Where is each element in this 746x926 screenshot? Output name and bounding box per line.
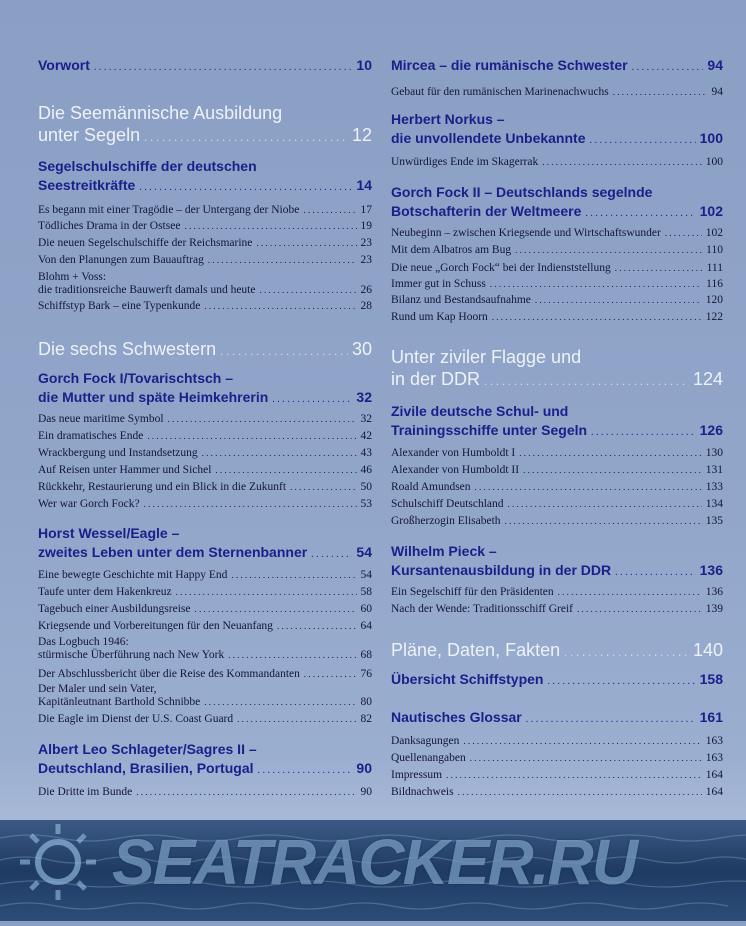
- toc-entry-part[interactable]: [391, 346, 723, 392]
- toc-entry-line: [391, 497, 723, 511]
- toc-entry-line: [38, 388, 372, 409]
- leader-dots: [632, 58, 704, 77]
- toc-entry-title: die Mutter und späte Heimkehrerin: [38, 389, 269, 405]
- toc-entry-page: 30: [351, 339, 372, 359]
- toc-entry-title-line: Gorch Fock II – Deutschlands segelnde: [391, 184, 653, 200]
- toc-entry-sub[interactable]: [38, 412, 372, 426]
- toc-entry-sub[interactable]: [391, 243, 723, 257]
- toc-entry-line: [38, 759, 372, 780]
- toc-entry-page: 90: [360, 786, 372, 798]
- toc-entry-title: Übersicht Schiffstypen: [391, 671, 544, 687]
- toc-entry-title: Schiffstyp Bark – eine Typenkunde: [38, 300, 201, 312]
- toc-entry-page: 136: [699, 562, 723, 578]
- toc-entry-line: [38, 585, 372, 599]
- leader-dots: [484, 370, 689, 392]
- toc-entry-line: [391, 480, 723, 494]
- toc-entry-page: 17: [360, 204, 372, 216]
- leader-dots: [184, 219, 356, 233]
- toc-entry-sub[interactable]: [38, 446, 372, 460]
- toc-entry-sub[interactable]: [391, 768, 723, 782]
- toc-entry-sub[interactable]: [38, 271, 372, 297]
- leader-dots: [613, 85, 708, 99]
- toc-entry-page: 163: [705, 735, 723, 747]
- toc-entry-title: Gebaut für den rumänischen Marinenachwuchs: [391, 86, 609, 98]
- toc-entry-page: 130: [705, 447, 723, 459]
- toc-entry-line: [391, 785, 723, 799]
- toc-entry-sub[interactable]: [391, 261, 723, 275]
- toc-entry-page: 80: [360, 696, 372, 708]
- leader-dots: [505, 514, 702, 528]
- leader-dots: [564, 641, 689, 663]
- toc-entry-page: 110: [706, 244, 723, 256]
- toc-entry-title-line: Horst Wessel/Eagle –: [38, 525, 180, 541]
- toc-entry-title-line: Segelschulschiffe der deutschen: [38, 158, 257, 174]
- toc-entry-line: [391, 261, 723, 275]
- toc-entry-line: [391, 243, 723, 257]
- toc-entry-title: Roald Amundsen: [391, 481, 471, 493]
- toc-entry-title-line: Herbert Norkus –: [391, 111, 505, 127]
- toc-entry-chap[interactable]: [391, 56, 723, 77]
- toc-entry-sub[interactable]: [38, 299, 372, 313]
- toc-entry-sub[interactable]: [391, 226, 723, 240]
- toc-entry-title: Neubeginn – zwischen Kriegsende und Wirtschaftswunder: [391, 227, 661, 239]
- toc-entry-title: zweites Leben unter dem Sternenbanner: [38, 544, 308, 560]
- toc-entry-sub[interactable]: [391, 585, 723, 599]
- toc-entry-page: 135: [705, 515, 723, 527]
- toc-entry-sub[interactable]: [38, 636, 372, 662]
- toc-entry-part[interactable]: [38, 338, 372, 362]
- toc-entry-title: Immer gut in Schuss: [391, 278, 486, 290]
- toc-entry-chap[interactable]: [391, 110, 723, 150]
- leader-dots: [577, 602, 702, 616]
- toc-entry-line: [391, 585, 723, 599]
- toc-entry-line: [38, 619, 372, 633]
- toc-entry-line: [391, 310, 723, 324]
- toc-entry-page: 32: [360, 413, 372, 425]
- toc-entry-page: 12: [351, 125, 372, 145]
- toc-entry-page: 94: [711, 86, 723, 98]
- toc-entry-title: Seestreitkräfte: [38, 177, 136, 193]
- toc-entry-chap[interactable]: [38, 157, 372, 197]
- toc-entry-page: 28: [360, 300, 372, 312]
- toc-entry-sub[interactable]: [38, 203, 372, 217]
- toc-entry-line: [38, 203, 372, 217]
- toc-entry-sub[interactable]: [38, 683, 372, 709]
- toc-entry-title: Alexander von Humboldt I: [391, 447, 516, 459]
- leader-dots: [272, 390, 352, 409]
- toc-entry-line: [391, 129, 723, 150]
- toc-entry-title: unter Segeln: [38, 125, 141, 145]
- toc-entry-line: [38, 480, 372, 494]
- toc-entry-title-line: Das Logbuch 1946:: [38, 636, 129, 648]
- leader-dots: [147, 429, 356, 443]
- toc-entry-line: [38, 667, 372, 681]
- toc-entry-line: [38, 712, 372, 726]
- toc-entry-sub[interactable]: [38, 236, 372, 250]
- toc-entry-page: 164: [705, 769, 723, 781]
- toc-entry-title: Tagebuch einer Ausbildungsreise: [38, 603, 191, 615]
- leader-dots: [176, 585, 357, 599]
- toc-entry-sub[interactable]: [391, 497, 723, 511]
- toc-entry-title: Nautisches Glossar: [391, 709, 522, 725]
- toc-entry-page: 54: [360, 569, 372, 581]
- toc-entry-title: Mircea – die rumänische Schwester: [391, 57, 628, 73]
- toc-entry-page: 90: [356, 760, 372, 776]
- toc-entry-title: Unwürdiges Ende im Skagerrak: [391, 156, 539, 168]
- toc-entry-title-line: Die Seemännische Ausbildung: [38, 103, 283, 123]
- toc-entry-line: [38, 338, 372, 362]
- toc-entry-line: [38, 543, 372, 564]
- toc-entry-page: 131: [705, 464, 723, 476]
- toc-entry-page: 124: [692, 369, 723, 389]
- toc-entry-line: [391, 85, 723, 99]
- toc-entry-line: [38, 176, 372, 197]
- toc-entry-page: 94: [707, 57, 723, 73]
- toc-entry-page: 58: [360, 586, 372, 598]
- toc-entry-page: 42: [360, 430, 372, 442]
- toc-entry-sub[interactable]: [38, 480, 372, 494]
- toc-entry-line: [38, 446, 372, 460]
- toc-entry-sub[interactable]: [391, 277, 723, 291]
- leader-dots: [615, 563, 696, 582]
- toc-entry-page: 60: [360, 603, 372, 615]
- toc-entry-page: 19: [360, 220, 372, 232]
- toc-entry-page: 82: [360, 713, 372, 725]
- toc-entry-title: Die sechs Schwestern: [38, 339, 217, 359]
- toc-entry-page: 136: [705, 586, 723, 598]
- toc-entry-line: [38, 648, 372, 662]
- toc-entry-page: 111: [706, 262, 723, 274]
- toc-entry-title: Trainingsschiffe unter Segeln: [391, 422, 588, 438]
- toc-entry-sub[interactable]: [38, 497, 372, 511]
- toc-entry-title: Ein dramatisches Ende: [38, 430, 144, 442]
- toc-entry-sub[interactable]: [391, 310, 723, 324]
- toc-entry-line: [391, 561, 723, 582]
- toc-entry-title: Bildnachweis: [391, 786, 454, 798]
- leader-dots: [228, 648, 356, 662]
- toc-entry-sub[interactable]: [391, 155, 723, 169]
- toc-entry-chap[interactable]: [38, 524, 372, 564]
- toc-entry-line: [391, 751, 723, 765]
- toc-entry-title: Vorwort: [38, 57, 90, 73]
- toc-entry-chap[interactable]: [38, 369, 372, 409]
- leader-dots: [508, 497, 702, 511]
- toc-entry-page: 64: [360, 620, 372, 632]
- leader-dots: [458, 785, 702, 799]
- toc-entry-page: 161: [699, 709, 723, 725]
- toc-entry-sub[interactable]: [391, 480, 723, 494]
- leader-dots: [139, 178, 352, 197]
- toc-entry-page: 100: [705, 156, 723, 168]
- toc-entry-page: 134: [705, 498, 723, 510]
- toc-entry-title-line: Zivile deutsche Schul- und: [391, 403, 569, 419]
- toc-entry-title-line: Gorch Fock I/Tovarischtsch –: [38, 370, 234, 386]
- toc-entry-title-line: Der Maler und sein Vater,: [38, 683, 157, 695]
- toc-entry-line: [391, 463, 723, 477]
- toc-entry-title: Impressum: [391, 769, 443, 781]
- leader-dots: [237, 712, 356, 726]
- toc-entry-sub[interactable]: [391, 446, 723, 460]
- toc-entry-chap[interactable]: [391, 708, 723, 729]
- toc-entry-line: [38, 463, 372, 477]
- toc-entry-sub[interactable]: [38, 619, 372, 633]
- toc-entry-chap[interactable]: [38, 56, 372, 77]
- leader-dots: [589, 131, 695, 150]
- leader-dots: [475, 480, 702, 494]
- leader-dots: [144, 126, 348, 148]
- leader-dots: [470, 751, 702, 765]
- toc-entry-chap[interactable]: [391, 542, 723, 582]
- toc-entry-sub[interactable]: [391, 293, 723, 307]
- toc-entry-line: [391, 734, 723, 748]
- toc-entry-line: [38, 602, 372, 616]
- toc-entry-title-line: Unter ziviler Flagge und: [391, 347, 582, 367]
- toc-entry-chap[interactable]: [391, 670, 723, 691]
- leader-dots: [259, 283, 356, 297]
- toc-entry-title: Von den Planungen zum Bauauftrag: [38, 254, 204, 266]
- leader-dots: [204, 299, 356, 313]
- toc-entry-sub[interactable]: [391, 602, 723, 616]
- toc-entry-line: [391, 602, 723, 616]
- leader-dots: [519, 446, 702, 460]
- toc-entry-title: Großherzogin Elisabeth: [391, 515, 501, 527]
- leader-dots: [168, 412, 357, 426]
- toc-entry-title: Taufe unter dem Hakenkreuz: [38, 586, 172, 598]
- toc-entry-sub[interactable]: [38, 463, 372, 477]
- leader-dots: [304, 667, 357, 681]
- toc-entry-title: Kriegsende und Vorbereitungen für den Neuanfang: [38, 620, 273, 632]
- leader-dots: [202, 446, 357, 460]
- leader-dots: [547, 672, 695, 691]
- toc-entry-line: [38, 568, 372, 582]
- toc-entry-line: [391, 670, 723, 691]
- toc-entry-page: 126: [699, 422, 723, 438]
- leader-dots: [303, 203, 356, 217]
- toc-entry-page: 163: [705, 752, 723, 764]
- toc-entry-title: Wer war Gorch Fock?: [38, 498, 140, 510]
- toc-entry-page: 100: [699, 130, 723, 146]
- toc-entry-line: [38, 219, 372, 233]
- toc-entry-sub[interactable]: [391, 514, 723, 528]
- toc-entry-title: Das neue maritime Symbol: [38, 413, 164, 425]
- toc-entry-sub[interactable]: [38, 712, 372, 726]
- toc-entry-title: Der Abschlussbericht über die Reise des Kommandanten: [38, 668, 300, 680]
- toc-entry-sub[interactable]: [391, 734, 723, 748]
- toc-entry-sub[interactable]: [391, 785, 723, 799]
- toc-entry-title: Die neue „Gorch Fock“ bei der Indienststellung: [391, 262, 611, 274]
- toc-entry-line: [391, 421, 723, 442]
- leader-dots: [446, 768, 702, 782]
- toc-entry-line: [391, 368, 723, 392]
- toc-entry-title: Ein Segelschiff für den Präsidenten: [391, 586, 554, 598]
- toc-entry-sub[interactable]: [38, 568, 372, 582]
- toc-entry-title: stürmische Überführung nach New York: [38, 649, 225, 661]
- toc-entry-page: 68: [360, 649, 372, 661]
- leader-dots: [258, 761, 353, 780]
- toc-entry-line: [38, 124, 372, 148]
- toc-entry-sub[interactable]: [391, 751, 723, 765]
- leader-dots: [523, 463, 702, 477]
- toc-entry-line: [38, 253, 372, 267]
- leader-dots: [231, 568, 356, 582]
- toc-entry-chap[interactable]: [38, 740, 372, 780]
- toc-entry-title: in der DDR: [391, 369, 481, 389]
- leader-dots: [256, 236, 356, 250]
- toc-entry-page: 139: [705, 603, 723, 615]
- toc-entry-page: 23: [360, 254, 372, 266]
- toc-entry-page: 102: [699, 203, 723, 219]
- toc-entry-line: [38, 283, 372, 297]
- toc-entry-line: [38, 695, 372, 709]
- toc-entry-page: 122: [705, 311, 723, 323]
- toc-entry-title: Bilanz und Bestandsaufnahme: [391, 294, 531, 306]
- leader-dots: [204, 695, 356, 709]
- leader-dots: [94, 58, 353, 77]
- leader-dots: [492, 310, 702, 324]
- leader-dots: [558, 585, 702, 599]
- toc-entry-title: Deutschland, Brasilien, Portugal: [38, 760, 254, 776]
- toc-entry-line: [391, 226, 723, 240]
- toc-entry-page: 23: [360, 237, 372, 249]
- toc-entry-page: 43: [360, 447, 372, 459]
- toc-entry-sub[interactable]: [391, 463, 723, 477]
- toc-entry-title: die unvollendete Unbekannte: [391, 130, 586, 146]
- toc-entry-title: Quellenangaben: [391, 752, 466, 764]
- leader-dots: [290, 480, 356, 494]
- toc-entry-line: [38, 785, 372, 799]
- toc-entry-title: Alexander von Humboldt II: [391, 464, 520, 476]
- toc-entry-line: [391, 56, 723, 77]
- toc-entry-page: 102: [705, 227, 723, 239]
- toc-entry-chap[interactable]: [391, 183, 723, 223]
- toc-entry-chap[interactable]: [391, 402, 723, 442]
- toc-entry-page: 116: [706, 278, 723, 290]
- toc-entry-title: Danksagungen: [391, 735, 460, 747]
- toc-entry-title: Schulschiff Deutschland: [391, 498, 504, 510]
- toc-entry-page: 140: [692, 640, 723, 660]
- toc-entry-page: 164: [705, 786, 723, 798]
- leader-dots: [585, 204, 695, 223]
- toc-entry-title-line: Blohm + Voss:: [38, 271, 107, 283]
- toc-entry-line: [391, 293, 723, 307]
- toc-entry-page: 133: [705, 481, 723, 493]
- toc-entry-page: 14: [356, 177, 372, 193]
- toc-entry-title-line: Albert Leo Schlageter/Sagres II –: [38, 741, 257, 757]
- leader-dots: [615, 261, 703, 275]
- toc-entry-title: Mit dem Albatros am Bug: [391, 244, 512, 256]
- toc-entry-line: [391, 202, 723, 223]
- toc-entry-page: 26: [360, 284, 372, 296]
- toc-entry-line: [38, 299, 372, 313]
- toc-entry-sub[interactable]: [391, 85, 723, 99]
- leader-dots: [220, 340, 348, 362]
- toc-entry-line: [38, 412, 372, 426]
- toc-entry-sub[interactable]: [38, 429, 372, 443]
- toc-entry-title: Nach der Wende: Traditionsschiff Greif: [391, 603, 573, 615]
- toc-entry-sub[interactable]: [38, 253, 372, 267]
- toc-entry-title: Die Dritte im Bunde: [38, 786, 133, 798]
- leader-dots: [208, 253, 357, 267]
- toc-entry-page: 54: [356, 544, 372, 560]
- toc-entry-title: Tödliches Drama in der Ostsee: [38, 220, 181, 232]
- toc-entry-part[interactable]: [391, 639, 723, 663]
- toc-entry-line: [38, 497, 372, 511]
- toc-entry-title-line: Wilhelm Pieck –: [391, 543, 497, 559]
- toc-entry-sub[interactable]: [38, 667, 372, 681]
- toc-entry-title: Kapitänleutnant Barthold Schnibbe: [38, 696, 201, 708]
- leader-dots: [463, 734, 701, 748]
- leader-dots: [665, 226, 702, 240]
- leader-dots: [490, 277, 702, 291]
- toc-entry-title: Pläne, Daten, Fakten: [391, 640, 561, 660]
- toc-entry-sub[interactable]: [38, 785, 372, 799]
- toc-entry-page: 46: [360, 464, 372, 476]
- toc-entry-title: Es begann mit einer Tragödie – der Untergang der Niobe: [38, 204, 300, 216]
- toc-entry-page: 50: [360, 481, 372, 493]
- leader-dots: [311, 545, 352, 564]
- toc-entry-line: [391, 708, 723, 729]
- leader-dots: [591, 423, 696, 442]
- toc-entry-part[interactable]: [38, 102, 372, 148]
- toc-entry-line: [391, 768, 723, 782]
- leader-dots: [535, 293, 702, 307]
- leader-dots: [526, 710, 696, 729]
- toc-entry-line: [38, 236, 372, 250]
- toc-entry-title: Wrackbergung und Instandsetzung: [38, 447, 198, 459]
- leader-dots: [277, 619, 357, 633]
- toc-entry-sub[interactable]: [38, 602, 372, 616]
- toc-entry-line: [391, 639, 723, 663]
- leader-dots: [542, 155, 702, 169]
- leader-dots: [144, 497, 357, 511]
- leader-dots: [136, 785, 356, 799]
- toc-entry-line: [38, 56, 372, 77]
- leader-dots: [515, 243, 702, 257]
- toc-entry-title: Botschafterin der Weltmeere: [391, 203, 582, 219]
- toc-entry-sub[interactable]: [38, 585, 372, 599]
- toc-entry-title: Die neuen Segelschulschiffe der Reichsmarine: [38, 237, 253, 249]
- toc-entry-sub[interactable]: [38, 219, 372, 233]
- toc-entry-title: Die Eagle im Dienst der U.S. Coast Guard: [38, 713, 234, 725]
- toc-entry-line: [391, 277, 723, 291]
- toc-entry-line: [391, 155, 723, 169]
- toc-entry-page: 120: [705, 294, 723, 306]
- leader-dots: [215, 463, 356, 477]
- toc-entry-page: 53: [360, 498, 372, 510]
- toc-entry-title: Eine bewegte Geschichte mit Happy End: [38, 569, 228, 581]
- watermark-text: SEATRACKER.RU: [112, 826, 636, 898]
- toc-entry-page: 76: [360, 668, 372, 680]
- toc-entry-title: die traditionsreiche Bauwerft damals und heute: [38, 284, 256, 296]
- toc-entry-title: Kursantenausbildung in der DDR: [391, 562, 612, 578]
- toc-entry-page: 158: [699, 671, 723, 687]
- toc-entry-title: Rund um Kap Hoorn: [391, 311, 488, 323]
- toc-entry-line: [38, 429, 372, 443]
- toc-entry-line: [391, 514, 723, 528]
- toc-entry-title: Auf Reisen unter Hammer und Sichel: [38, 464, 212, 476]
- leader-dots: [195, 602, 357, 616]
- toc-entry-title: Rückkehr, Restaurierung und ein Blick in die Zukunft: [38, 481, 287, 493]
- toc-entry-page: 10: [356, 57, 372, 73]
- toc-entry-page: 32: [356, 389, 372, 405]
- toc-entry-line: [391, 446, 723, 460]
